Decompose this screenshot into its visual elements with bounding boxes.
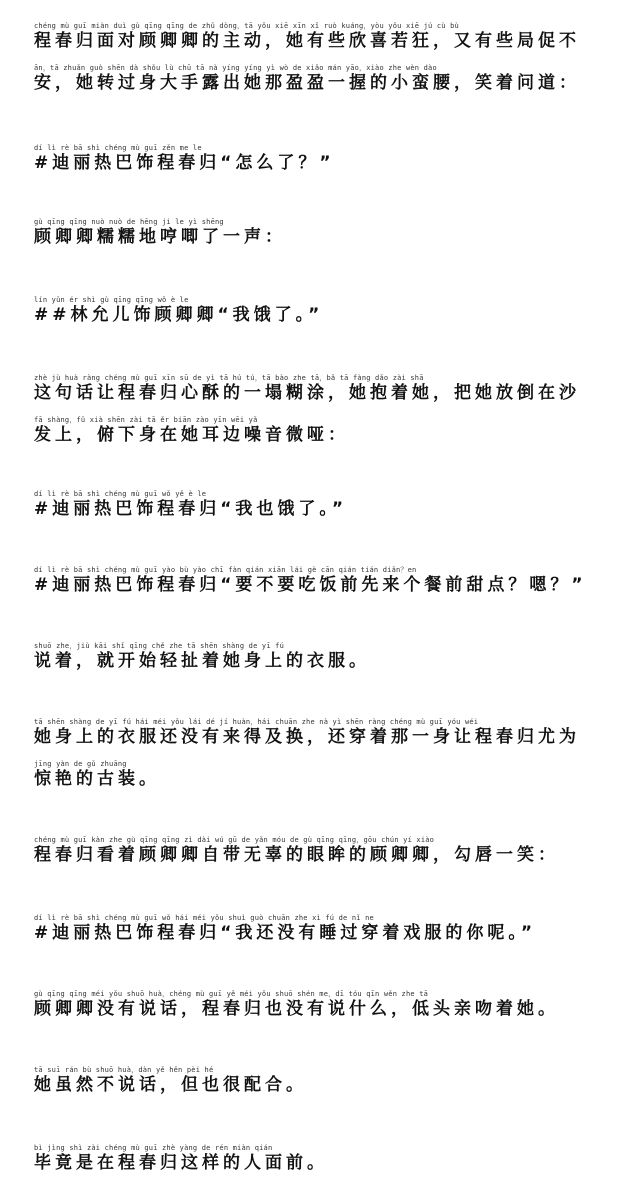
text-line	[34, 416, 349, 445]
text-line	[34, 990, 559, 1019]
chinese-text: 她身上的衣服还没有来得及换，还穿着那一身让程春归尤为	[34, 727, 580, 747]
text-line	[34, 22, 580, 51]
chinese-text: 发上，俯下身在她耳边噪音微哑：	[34, 425, 349, 445]
pinyin-annotation: lín yǔn ér shì gù qīng qīng wǒ è le	[34, 296, 189, 304]
chinese-text: 这句话让程春归心酥的一塌糊涂，她抱着她，把她放倒在沙	[34, 383, 580, 403]
pinyin-annotation: zhè jù huà ràng chéng mù guī xīn sū de yì tā hú tú，tā bào zhe tā，bǎ tā fàng dǎo zài shā	[34, 374, 424, 382]
pinyin-annotation: dí lì rè bā shì chéng mù guī wǒ hái méi yǒu shuì guò chuān zhe xì fú de nǐ ne	[34, 914, 374, 922]
pinyin-annotation: chéng mù guī miàn duì gù qīng qīng de zhǔ dòng，tā yǒu xiē xīn xǐ ruò kuáng，yòu yǒu xiē jú cù bù	[34, 22, 459, 30]
text-line	[34, 490, 347, 519]
chinese-text: #迪丽热巴饰程春归“怎么了？”	[34, 153, 335, 173]
chinese-text: 顾卿卿没有说话，程春归也没有说什么，低头亲吻着她。	[34, 999, 559, 1019]
pinyin-annotation: chéng mù guī kàn zhe gù qīng qīng zì dài wú gū de yǎn móu de gù qīng qīng，gōu chún yí xiào	[34, 836, 435, 844]
pinyin-annotation: dí lì rè bā shì chéng mù guī wǒ yě è le	[34, 490, 207, 498]
text-line	[34, 218, 286, 247]
chinese-text: 程春归看着顾卿卿自带无辜的眼眸的顾卿卿，勾唇一笑：	[34, 845, 559, 865]
pinyin-annotation: gù qīng qīng nuò nuò de hēng ji le yì shēng	[34, 218, 224, 226]
text-line	[34, 1144, 328, 1173]
pinyin-annotation: bì jìng shì zài chéng mù guī zhè yàng de rén miàn qián	[34, 1144, 273, 1152]
chinese-text: 说着，就开始轻扯着她身上的衣服。	[34, 651, 370, 671]
chinese-text: #迪丽热巴饰程春归“我还没有睡过穿着戏服的你呢。”	[34, 923, 537, 943]
pinyin-annotation: dí lì rè bā shì chéng mù guī yào bù yào chī fàn qián xiān lái gè cān qián tián diǎn？en	[34, 566, 417, 574]
text-line	[34, 760, 160, 789]
text-line	[34, 374, 580, 403]
chinese-text: 惊艳的古装。	[34, 769, 160, 789]
chinese-text: 她虽然不说话，但也很配合。	[34, 1075, 307, 1095]
pinyin-annotation: shuō zhe，jiù kāi shǐ qīng chě zhe tā shēn shàng de yī fú	[34, 642, 284, 650]
chinese-text: #迪丽热巴饰程春归“我也饿了。”	[34, 499, 348, 519]
text-line	[34, 914, 536, 943]
chinese-text: 毕竟是在程春归这样的人面前。	[34, 1153, 328, 1173]
text-line	[34, 718, 580, 747]
pinyin-annotation: dí lì rè bā shì chéng mù guī zěn me le	[34, 144, 202, 152]
text-line	[34, 296, 323, 325]
pinyin-annotation: jīng yàn de gǔ zhuāng	[34, 760, 127, 768]
pinyin-annotation: fā shàng，fǔ xià shēn zài tā ěr biān zào yīn wēi yǎ	[34, 416, 258, 424]
pinyin-annotation: gù qīng qīng méi yǒu shuō huà，chéng mù guī yě méi yǒu shuō shén me，dī tóu qīn wěn zhe tā	[34, 990, 429, 998]
pinyin-annotation: ān，tā zhuǎn guò shēn dà shǒu lù chū tā nà yíng yíng yì wò de xiǎo mán yāo，xiào zhe wèn dào	[34, 64, 437, 72]
chinese-text: 安，她转过身大手露出她那盈盈一握的小蛮腰，笑着问道：	[34, 73, 580, 93]
chinese-text: #迪丽热巴饰程春归“要不要吃饭前先来个餐前甜点？嗯？”	[34, 575, 587, 595]
pinyin-annotation: tā shēn shàng de yī fú hái méi yǒu lái dé jí huàn，hái chuān zhe nà yì shēn ràng chéng mù guī yóu wéi	[34, 718, 479, 726]
chinese-text: 顾卿卿糯糯地哼唧了一声：	[34, 227, 286, 247]
chinese-text: ##林允儿饰顾卿卿“我饿了。”	[34, 305, 324, 325]
text-line	[34, 836, 559, 865]
text-line	[34, 1066, 307, 1095]
text-line	[34, 642, 370, 671]
pinyin-annotation: tā suī rán bù shuō huà，dàn yě hěn pèi hé	[34, 1066, 214, 1074]
chinese-text: 程春归面对顾卿卿的主动，她有些欣喜若狂，又有些局促不	[34, 31, 580, 51]
text-line	[34, 64, 580, 93]
text-line	[34, 566, 587, 595]
text-line	[34, 144, 335, 173]
